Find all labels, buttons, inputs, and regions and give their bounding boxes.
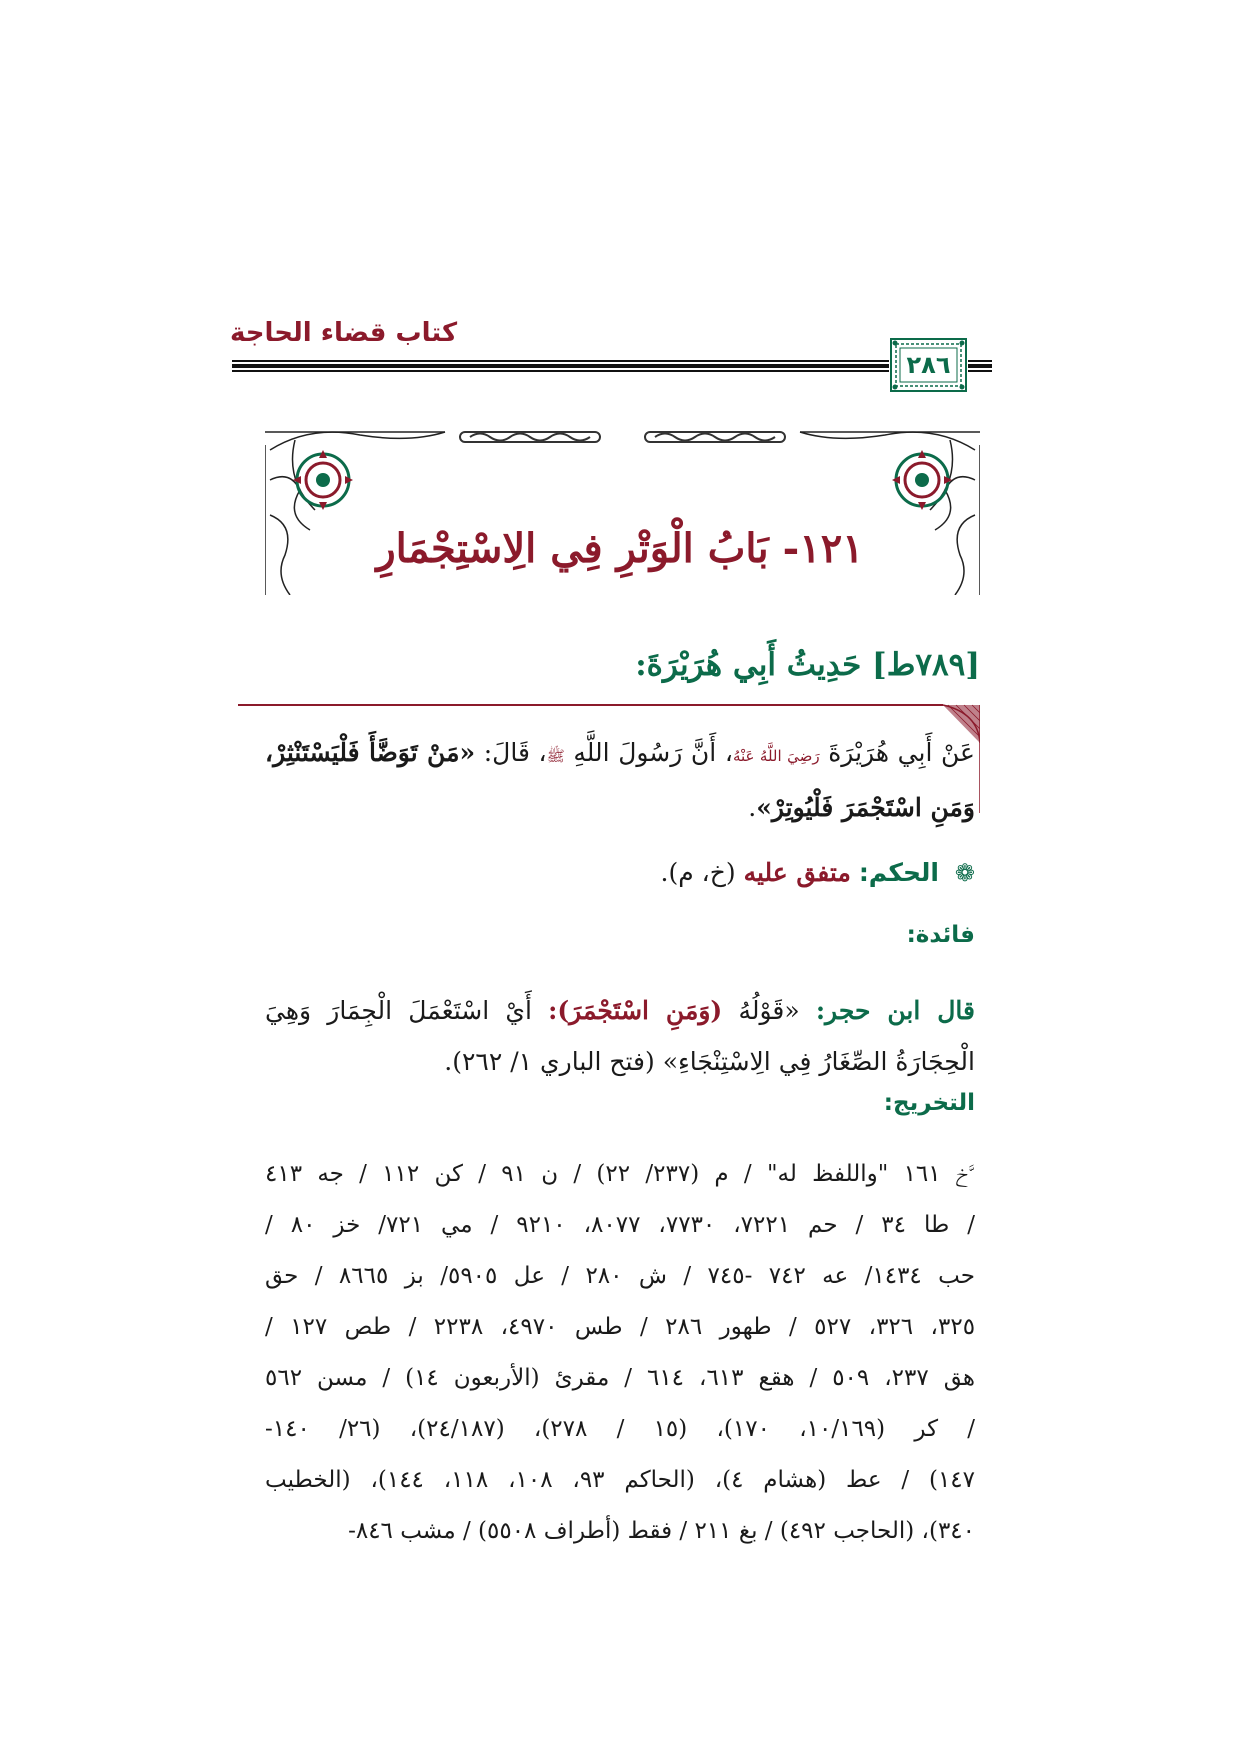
commentary-paragraph	[265, 985, 975, 1087]
hadith-quote: «مَنْ تَوَضَّأَ فَلْيَسْتَنْثِرْ، وَمَنِ اسْتَجْمَرَ فَلْيُوتِرْ»	[265, 738, 975, 822]
hadith-end: .	[748, 793, 757, 822]
takhrij-line: هق ٢٣٧، ٥٠٩ / هقع ٦١٣، ٦١٤ / مقرئ (الأربعون ١٤) / مسن ٥٦٢	[265, 1365, 975, 1391]
hadith-text	[265, 727, 975, 833]
ruling-refs: (خ، م).	[660, 858, 736, 887]
commentary-phrase: (وَمَنِ اسْتَجْمَرَ):	[548, 996, 723, 1025]
rosette-icon: ❁	[954, 859, 975, 887]
hadith-qala: ، قَالَ:	[483, 738, 547, 767]
takhrij-line: ٣٢٥، ٣٢٦، ٥٢٧ / طهور ٢٨٦ / طس ٤٩٧٠، ٢٢٣٨ / طص ١٢٧ /	[265, 1314, 975, 1340]
commentary-author: قال ابن حجر:	[815, 996, 975, 1025]
hadith-middle: ، أَنَّ رَسُولَ اللَّهِ	[573, 738, 733, 767]
running-title: كتاب قضاء الحاجة	[230, 318, 458, 348]
hadith-heading: [٧٨٩ط] حَدِيثُ أَبِي هُرَيْرَةَ:	[635, 647, 980, 683]
page-number-badge	[889, 337, 968, 393]
takhrij-line: / كر (١٠/١٦٩، ١٧٠)، (١٥ / ٢٧٨)، (٢٤/١٨٧)، (٢٦/ ١٤٠-	[265, 1416, 975, 1442]
ruling-label: الحكم:	[858, 858, 939, 887]
benefit-label: فائدة:	[906, 922, 975, 948]
commentary-open: «قَوْلُهُ	[738, 996, 800, 1025]
ruling-line	[265, 858, 975, 887]
header-rule	[232, 359, 992, 373]
takhrij-block	[265, 1149, 975, 1557]
hadith-intro: عَنْ أَبِي هُرَيْرَةَ	[828, 738, 975, 767]
takhrij-label: التخريج:	[883, 1090, 975, 1116]
takhrij-line: ﱠخ ١٦١ "واللفظ له" / م (٢٣٧/ ٢٢) / ن ٩١ / كن ١١٢ / جه ٤١٣	[265, 1161, 975, 1187]
commentary-body: أَيْ اسْتَعْمَلَ الْجِمَارَ وَهِيَ الْحِجَارَةُ الصِّغَارُ فِي الِاسْتِنْجَاءِ» (فتح الباري ١/ ٢٦٢).	[265, 996, 975, 1076]
page-number: ٢٨٦	[906, 351, 951, 379]
takhrij-line: / طا ٣٤ / حم ٧٢٢١، ٧٧٣٠، ٨٠٧٧، ٩٢١٠ / مي ٧٢١/ خز ٨٠ /	[265, 1212, 975, 1238]
prophet-honorific: ﷺ	[546, 747, 565, 765]
companion-honorific: رَضِيَ اللَّهُ عَنْهُ	[732, 747, 820, 765]
takhrij-line: ١٤٧) / عط (هشام ٤)، (الحاكم ٩٣، ١٠٨، ١١٨، ١٤٤)، (الخطيب	[265, 1467, 975, 1493]
ruling-value: متفق عليه	[743, 858, 851, 887]
takhrij-line: حب ١٤٣٤/ عه ٧٤٢ -٧٤٥ / ش ٢٨٠ / عل ٥٩٠٥/ بز ٨٦٦٥ / حق	[265, 1263, 975, 1289]
chapter-title: ١٢١- بَابُ الْوَتْرِ فِي الِاسْتِجْمَارِ	[376, 525, 864, 572]
takhrij-line: ٣٤٠)، (الحاجب ٤٩٢) / بغ ٢١١ / فقط (أطراف ٥٥٠٨) / مشب ٨٤٦-	[348, 1518, 975, 1544]
